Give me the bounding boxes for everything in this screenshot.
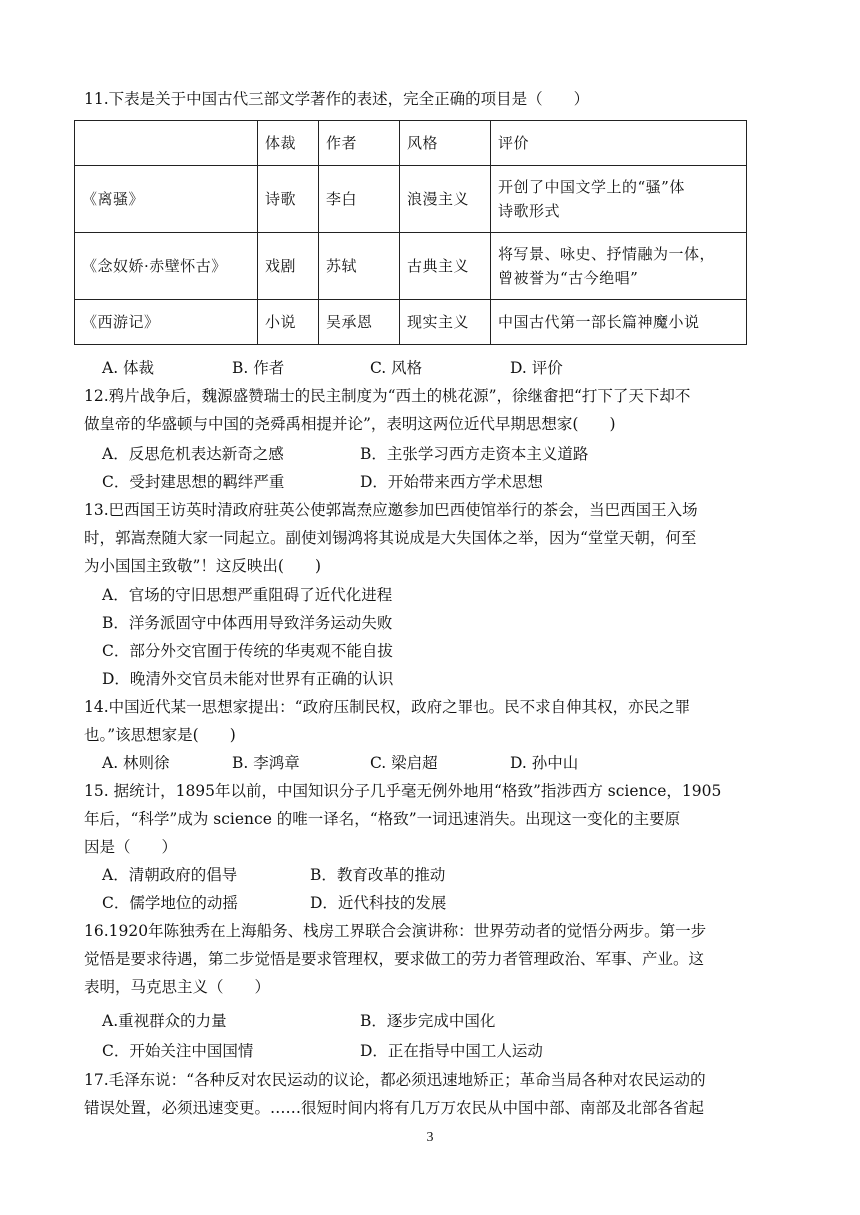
q13-stem-line2: 时，郭嵩焘随大家一同起立。副使刘锡鸿将其说成是大失国体之举，因为“堂堂天朝，何至: [84, 529, 697, 547]
q16-option-a: A.重视群众的力量: [102, 1012, 227, 1030]
cell-review-line2: 诗歌形式: [498, 202, 561, 220]
q15-option-d: D．近代科技的发展: [310, 894, 447, 912]
q11-option-c: C. 风格: [370, 359, 423, 377]
cell-author: 苏轼: [319, 233, 400, 300]
cell-review: [491, 166, 747, 233]
q16-stem-line3: 表明，马克思主义（ ）: [84, 978, 271, 996]
q11-table: [74, 120, 747, 345]
q14-option-a: A. 林则徐: [102, 754, 170, 772]
q12-stem-line2: 做皇帝的华盛顿与中国的尧舜禹相提并论”，表明这两位近代早期思想家( ): [84, 415, 616, 433]
header-cell-genre: 体裁: [258, 121, 319, 166]
q12-option-a: A．反思危机表达新奇之感: [102, 445, 284, 463]
q14-option-c: C. 梁启超: [370, 754, 438, 772]
q13-option-c: C．部分外交官囿于传统的华夷观不能自拔: [102, 642, 393, 660]
table-row: [75, 233, 747, 300]
q13-option-b: B．洋务派固守中体西用导致洋务运动失败: [102, 614, 393, 632]
q13-option-a: A．官场的守旧思想严重阻碍了近代化进程: [102, 586, 393, 604]
cell-review-line1: 将写景、咏史、抒情融为一体，: [498, 245, 716, 263]
cell-style: 浪漫主义: [400, 166, 491, 233]
q12-stem-line1: 12.鸦片战争后，魏源盛赞瑞士的民主制度为“西土的桃花源”，徐继畬把“打下了天下却不: [84, 387, 691, 405]
q11-option-a: A. 体裁: [102, 359, 155, 377]
q13-stem-line1: 13.巴西国王访英时清政府驻英公使郭嵩焘应邀参加巴西使馆举行的茶会，当巴西国王入场: [84, 501, 698, 519]
q14-stem-line2: 也。”该思想家是( ): [84, 726, 236, 744]
cell-work: 《念奴娇·赤壁怀古》: [75, 233, 258, 300]
header-cell-blank: [75, 121, 258, 166]
q12-option-d: D．开始带来西方学术思想: [360, 473, 543, 491]
q11-stem: 11.下表是关于中国古代三部文学著作的表述，完全正确的项目是（ ）: [84, 90, 590, 108]
header-cell-review: 评价: [491, 121, 747, 166]
cell-author: 吴承恩: [319, 300, 400, 345]
cell-work: 《西游记》: [75, 300, 258, 345]
page-number: 3: [426, 1130, 434, 1145]
q15-option-c: C．儒学地位的动摇: [102, 894, 238, 912]
cell-review-line1: 开创了中国文学上的“骚”体: [498, 178, 685, 196]
q11-option-b: B. 作者: [232, 359, 285, 377]
q15-stem-line2: 年后，“科学”成为 science 的唯一译名，“格致”一词迅速消失。出现这一变化的主要原: [84, 810, 681, 828]
q13-stem-line3: 为小国国主致敬”！这反映出( ): [84, 557, 322, 575]
q15-stem-line1: 15. 据统计，1895年以前，中国知识分子几乎毫无例外地用“格致”指涉西方 science，1905: [84, 782, 722, 800]
cell-author: 李白: [319, 166, 400, 233]
header-cell-author: 作者: [319, 121, 400, 166]
q12-option-b: B．主张学习西方走资本主义道路: [360, 445, 589, 463]
cell-style: 古典主义: [400, 233, 491, 300]
q13-option-d: D．晚清外交官员未能对世界有正确的认识: [102, 670, 394, 688]
table-row: [75, 166, 747, 233]
q14-option-b: B. 李鸿章: [232, 754, 300, 772]
cell-review: [491, 300, 747, 345]
q14-stem-line1: 14.中国近代某一思想家提出：“政府压制民权，政府之罪也。民不求自伸其权，亦民之罪: [84, 698, 691, 716]
header-cell-style: 风格: [400, 121, 491, 166]
cell-genre: 小说: [258, 300, 319, 345]
q12-option-c: C．受封建思想的羁绊严重: [102, 473, 285, 491]
q15-option-b: B．教育改革的推动: [310, 866, 446, 884]
cell-work: 《离骚》: [75, 166, 258, 233]
q17-stem-line2: 错误处置，必须迅速变更。……很短时间内将有几万万农民从中国中部、南部及北部各省起: [84, 1099, 705, 1117]
q17-stem-line1: 17.毛泽东说：“各种反对农民运动的议论，都必须迅速地矫正；革命当局各种对农民运动的: [84, 1071, 706, 1089]
table-header-row: [75, 121, 747, 166]
q15-stem-line3: 因是（ ）: [84, 838, 178, 856]
cell-genre: 诗歌: [258, 166, 319, 233]
cell-review-line1: 中国古代第一部长篇神魔小说: [498, 313, 700, 331]
q15-option-a: A．清朝政府的倡导: [102, 866, 238, 884]
q11-option-d: D. 评价: [510, 359, 563, 377]
cell-genre: 戏剧: [258, 233, 319, 300]
table-row: [75, 300, 747, 345]
cell-review-line2: 曾被誉为“古今绝唱”: [498, 269, 639, 287]
cell-style: 现实主义: [400, 300, 491, 345]
q16-stem-line1: 16.1920年陈独秀在上海船务、栈房工界联合会演讲称：世界劳动者的觉悟分两步。第一步: [84, 922, 707, 940]
q16-option-d: D．正在指导中国工人运动: [360, 1042, 543, 1060]
q16-stem-line2: 觉悟是要求待遇，第二步觉悟是要求管理权，要求做工的劳力者管理政治、军事、产业。这: [84, 950, 705, 968]
q16-option-b: B．逐步完成中国化: [360, 1012, 496, 1030]
q14-option-d: D. 孙中山: [510, 754, 579, 772]
q16-option-c: C．开始关注中国国情: [102, 1042, 254, 1060]
cell-review: [491, 233, 747, 300]
